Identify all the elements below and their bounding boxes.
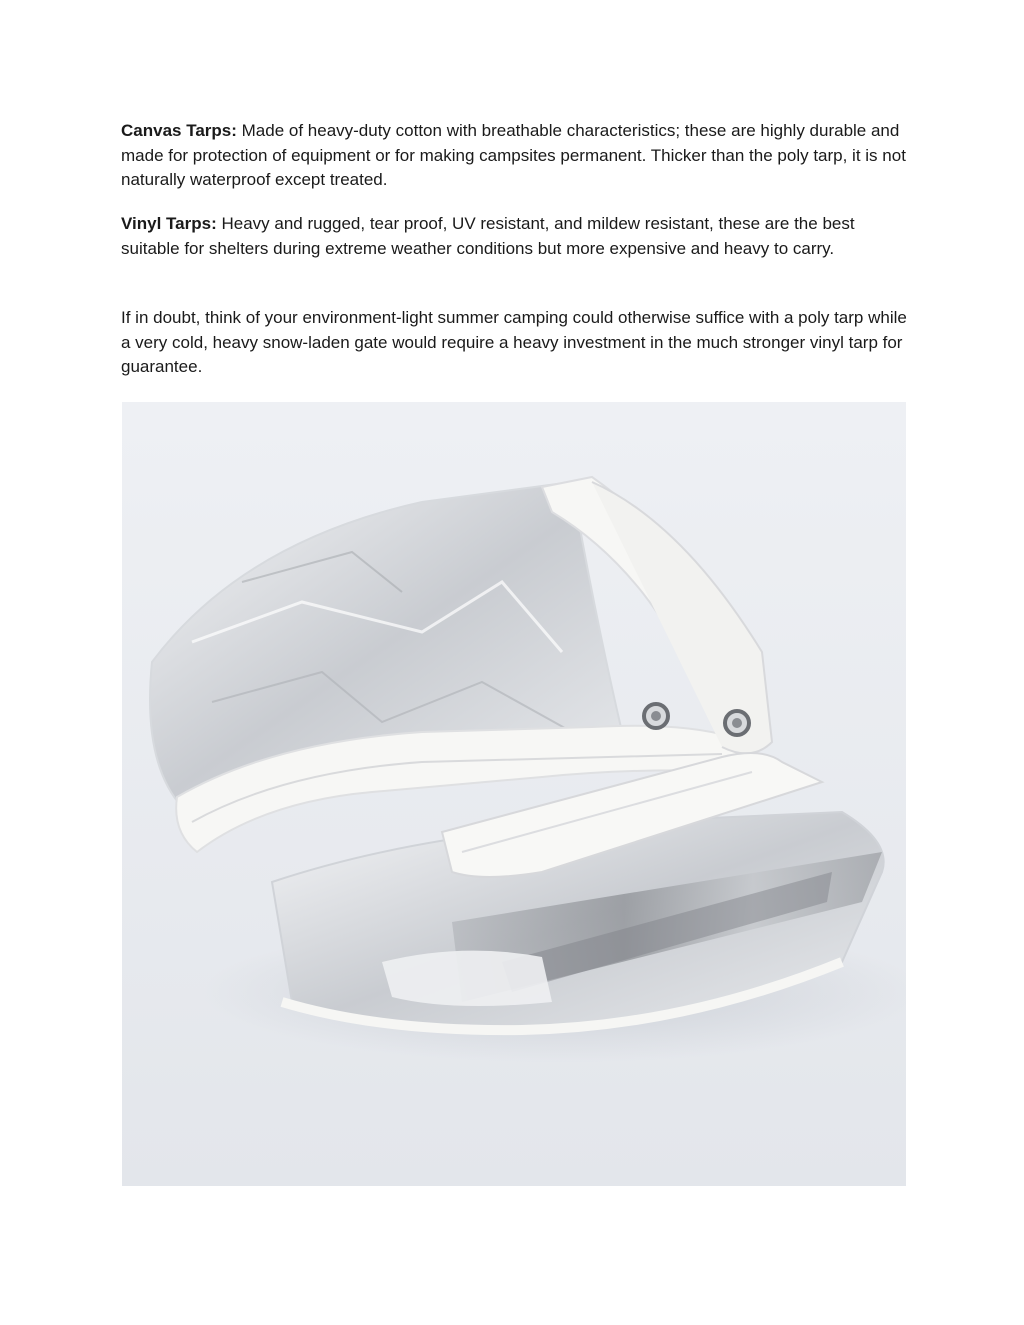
paragraph-body: Made of heavy-duty cotton with breathable characteristics; these are highly durable and made for protection of equipment or for making campsites permanent. Thicker than the poly tarp, it is not naturally waterproof except treated.: [121, 121, 906, 189]
paragraph-body: If in doubt, think of your environment-light summer camping could otherwise suffice with a poly tarp while a very cold, heavy snow-laden gate would require a heavy investment in the much stronger vinyl tarp for guarantee.: [121, 308, 907, 376]
paragraph-heading: Canvas Tarps:: [121, 121, 237, 140]
grommet-icon: [644, 704, 668, 728]
paragraph-advice: [121, 306, 907, 380]
paragraph-heading: Vinyl Tarps:: [121, 214, 217, 233]
tarp-illustration: [122, 402, 906, 1186]
paragraph-body: Heavy and rugged, tear proof, UV resistant, and mildew resistant, these are the best suitable for shelters during extreme weather conditions but more expensive and heavy to carry.: [121, 214, 855, 258]
paragraph-canvas-tarps: [121, 119, 907, 193]
grommet-icon: [725, 711, 749, 735]
paragraph-vinyl-tarps: [121, 212, 907, 261]
tarp-photo: [122, 402, 906, 1186]
